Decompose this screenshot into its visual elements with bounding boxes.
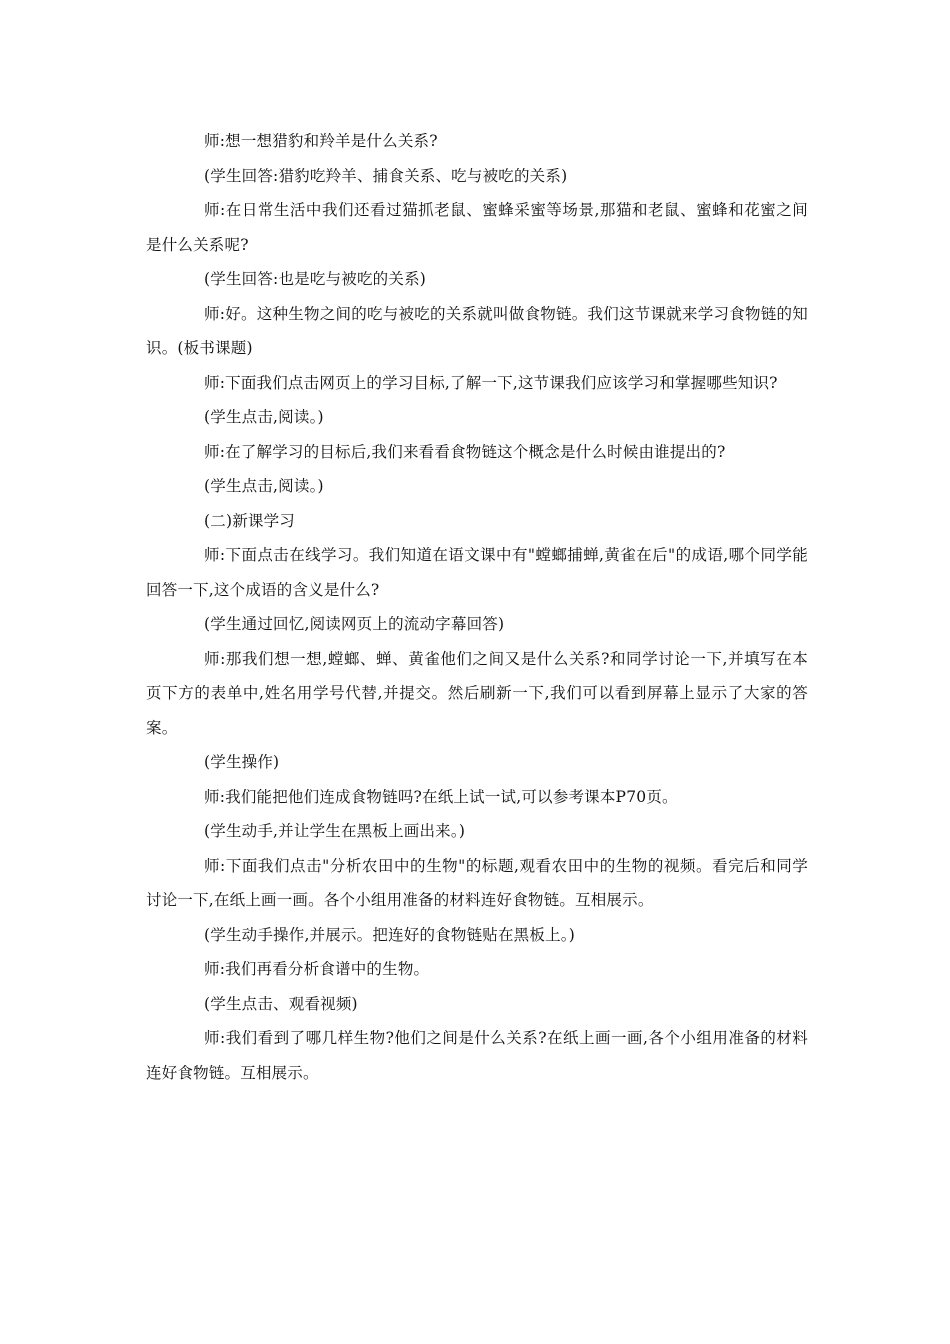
paragraph: 师:在了解学习的目标后,我们来看看食物链这个概念是什么时候由谁提出的?: [204, 442, 726, 461]
paragraph: (学生回答:也是吃与被吃的关系): [204, 270, 427, 288]
document-body: [146, 124, 808, 1090]
paragraph: 师:下面我们点击"分析农田中的生物"的标题,观看农田中的生物的视频。看完后和同学讨论一下,在纸上画一画。各个小组用准备的材料连好食物链。互相展示。: [146, 856, 808, 909]
paragraph: (学生通过回忆,阅读网页上的流动字幕回答): [204, 615, 505, 633]
paragraph: (学生点击,阅读。): [204, 477, 324, 495]
paragraph: 师:想一想猎豹和羚羊是什么关系?: [204, 132, 438, 150]
paragraph: 师:我们看到了哪几样生物?他们之间是什么关系?在纸上画一画,各个小组用准备的材料连好食物链。互相展示。: [146, 1029, 808, 1082]
paragraph: 师:我们再看分析食谱中的生物。: [204, 960, 430, 978]
paragraph: 师:好。这种生物之间的吃与被吃的关系就叫做食物链。我们这节课就来学习食物链的知识。(板书课题): [146, 304, 808, 357]
paragraph: 师:在日常生活中我们还看过猫抓老鼠、蜜蜂采蜜等场景,那猫和老鼠、蜜蜂和花蜜之间是什么关系呢?: [146, 201, 808, 254]
paragraph: 师:我们能把他们连成食物链吗?在纸上试一试,可以参考课本P70页。: [204, 787, 678, 806]
paragraph: 师:那我们想一想,螳螂、蝉、黄雀他们之间又是什么关系?和同学讨论一下,并填写在本页下方的表单中,姓名用学号代替,并提交。然后刷新一下,我们可以看到屏幕上显示了大家的答案。: [146, 649, 808, 737]
paragraph: (学生动手,并让学生在黑板上画出来。): [204, 822, 466, 840]
paragraph: (学生动手操作,并展示。把连好的食物链贴在黑板上。): [204, 925, 575, 944]
paragraph: (学生回答:猎豹吃羚羊、捕食关系、吃与被吃的关系): [204, 166, 568, 185]
paragraph: 师:下面我们点击网页上的学习目标,了解一下,这节课我们应该学习和掌握哪些知识?: [204, 373, 778, 392]
paragraph: (学生点击,阅读。): [204, 408, 324, 426]
section-heading: (二)新课学习: [204, 511, 295, 530]
paragraph: (学生操作): [204, 753, 280, 771]
paragraph: 师:下面点击在线学习。我们知道在语文课中有"螳螂捕蝉,黄雀在后"的成语,哪个同学能回答一下,这个成语的含义是什么?: [146, 546, 808, 599]
paragraph: (学生点击、观看视频): [204, 994, 358, 1013]
